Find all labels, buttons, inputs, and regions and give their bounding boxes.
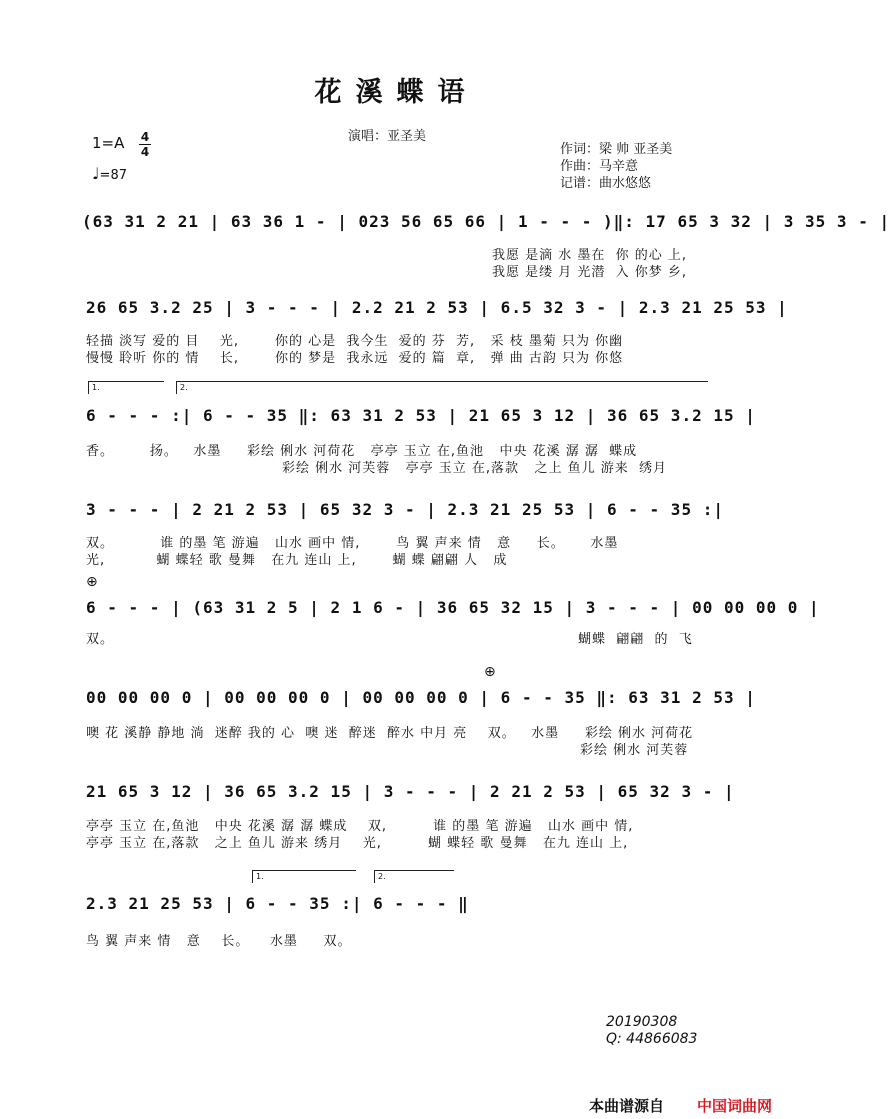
system-3-notes: 6 - - - :| 6 - - 35 ‖: 63 31 2 53 | 21 65 3 12 | 36 65 3.2 15 |	[86, 406, 756, 425]
key-signature: 1=A	[92, 134, 125, 152]
source-label: 本曲谱源自	[589, 1097, 665, 1115]
system-2-lyric-2: 慢慢 聆听 你的 情 长, 你的 梦是 我永远 爱的 篇 章, 弹 曲 古韵 只为 你悠	[86, 351, 624, 366]
coda-sign-1: ⊕	[86, 574, 98, 590]
system-7-lyric-2: 亭亭 玉立 在,落款 之上 鱼儿 游来 绣月 光, 蝴 蝶轻 歌 曼舞 在九 连山 上,	[86, 836, 629, 851]
system-2-notes: 26 65 3.2 25 | 3 - - - | 2.2 21 2 53 | 6.5 32 3 - | 2.3 21 25 53 |	[86, 298, 788, 317]
system-2-lyric-1: 轻描 淡写 爱的 目 光, 你的 心是 我今生 爱的 芬 芳, 采 枝 墨菊 只为 你幽	[86, 334, 624, 349]
score-title: 花溪蝶语	[314, 77, 479, 108]
system-5-notes: 6 - - - | (63 31 2 5 | 2 1 6 - | 36 65 32 15 | 3 - - - | 00 00 00 0 |	[86, 598, 820, 617]
tempo-value: =87	[99, 168, 127, 183]
system-6-notes: 00 00 00 0 | 00 00 00 0 | 00 00 00 0 | 6 - - 35 ‖: 63 31 2 53 |	[86, 688, 756, 707]
tempo-mark	[92, 164, 127, 183]
system-1-lyric-2: 我愿 是缕 月 光潜 入 你梦 乡,	[492, 265, 688, 280]
volta-1-final: 1.	[252, 870, 356, 883]
system-8-lyric-1: 鸟 翼 声来 情 意 长。 水墨 双。	[86, 934, 352, 949]
time-top: 4	[140, 130, 150, 144]
system-4-lyric-2: 光, 蝴 蝶轻 歌 曼舞 在九 连山 上, 蝴 蝶 翩翩 人 成	[86, 553, 508, 568]
transcriber: 记谱：曲水悠悠	[560, 176, 652, 191]
system-7-lyric-1: 亭亭 玉立 在,鱼池 中央 花溪 潺 潺 蝶成 双, 谁 的墨 笔 游遍 山水 画中 情,	[86, 819, 634, 834]
lyricist: 作词：梁 帅 亚圣美	[560, 142, 673, 157]
volta-2-final: 2.	[374, 870, 454, 883]
system-3-lyric-2: 彩绘 俐水 河芙蓉 亭亭 玉立 在,落款 之上 鱼儿 游来 绣月	[282, 461, 667, 476]
system-5-lyric-right: 蝴蝶 翩翩 的 飞	[578, 632, 693, 647]
transcription-date: 20190308	[606, 1014, 678, 1030]
quarter-note-icon: ♩	[92, 164, 100, 183]
system-4-lyric-1: 双。 谁 的墨 笔 游遍 山水 画中 情, 鸟 翼 声来 情 意 长。 水墨	[86, 536, 619, 551]
time-bottom: 4	[140, 145, 150, 159]
system-1-lyric-1: 我愿 是滴 水 墨在 你 的心 上,	[492, 248, 688, 263]
system-7-notes: 21 65 3 12 | 36 65 3.2 15 | 3 - - - | 2 21 2 53 | 65 32 3 - |	[86, 782, 735, 801]
system-6-lyric-1: 噢 花 溪静 静地 淌 迷醉 我的 心 噢 迷 醉迷 醉水 中月 亮 双。 水墨 彩绘 俐水 河荷花	[86, 726, 694, 741]
system-5-lyric-1: 双。	[86, 632, 115, 647]
system-3-lyric-1: 香。 扬。 水墨 彩绘 俐水 河荷花 亭亭 玉立 在,鱼池 中央 花溪 潺 潺 蝶成	[86, 444, 638, 459]
system-1-notes: (63 31 2 21 | 63 36 1 - | 023 56 65 66 | 1 - - - )‖: 17 65 3 32 | 3 35 3 - |	[82, 212, 890, 231]
coda-sign-2: ⊕	[484, 664, 496, 680]
system-8-notes: 2.3 21 25 53 | 6 - - 35 :| 6 - - - ‖	[86, 894, 469, 913]
time-signature	[139, 131, 151, 158]
volta-2: 2.	[176, 381, 708, 394]
singer: 演唱：亚圣美	[348, 129, 427, 144]
site-name: 中国词曲网	[697, 1097, 773, 1115]
system-6-lyric-2: 彩绘 俐水 河芙蓉	[580, 743, 689, 758]
qq-number: Q: 44866083	[606, 1031, 698, 1047]
volta-1: 1.	[88, 381, 164, 394]
composer: 作曲：马辛意	[560, 159, 639, 174]
system-4-notes: 3 - - - | 2 21 2 53 | 65 32 3 - | 2.3 21 25 53 | 6 - - 35 :|	[86, 500, 724, 519]
